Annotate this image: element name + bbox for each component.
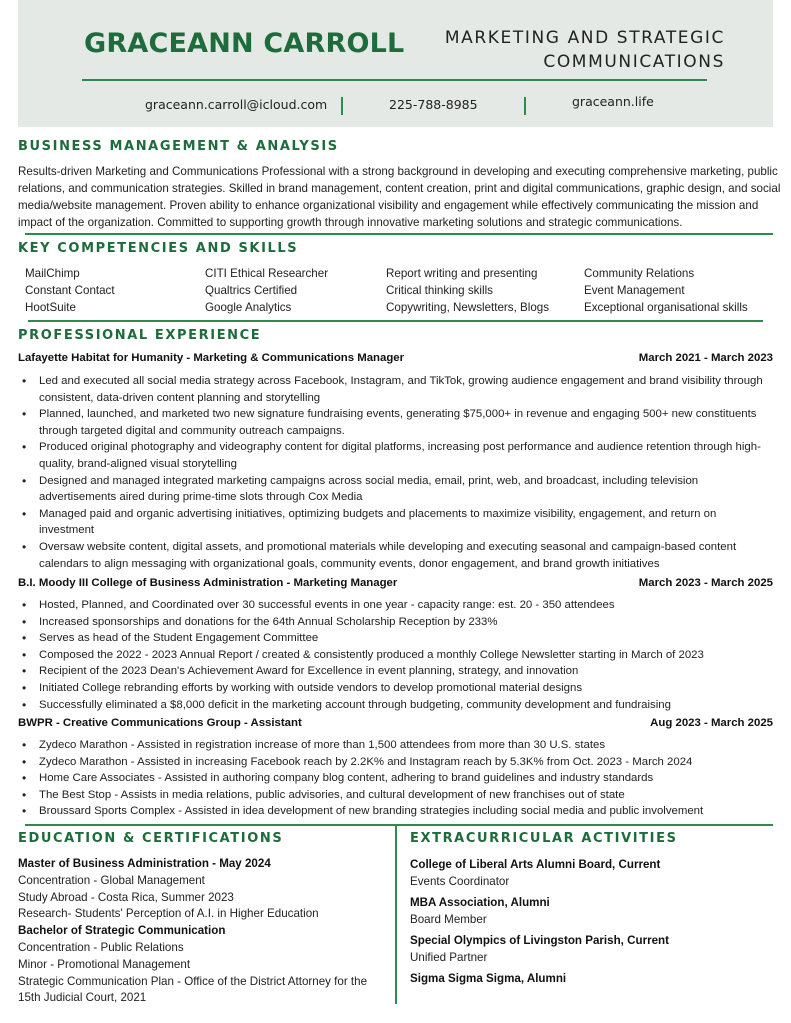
extracurricular-heading: EXTRACURRICULAR ACTIVITIES	[410, 831, 678, 846]
education-detail: Research- Students' Perception of A.I. in Higher Education	[18, 907, 319, 921]
column-divider	[395, 824, 397, 1004]
activity-org: Sigma Sigma Sigma, Alumni	[410, 972, 567, 985]
skill-item: Report writing and presenting	[386, 267, 538, 280]
skills-column	[386, 265, 549, 316]
bullet-item: • Zydeco Marathon - Assisted in registration increase of more than 1,500 attendees from more than 30 U.S. states	[20, 737, 765, 754]
education-detail: Concentration - Public Relations	[18, 940, 184, 954]
bullet-item: • Planned, launched, and marketed two new signature fundraising events, generating $75,000+ in revenue and engaging 500+ new constituents through targeted digital and community outreach campaigns.	[20, 406, 765, 439]
education-detail: Concentration - Global Management	[18, 873, 205, 887]
skill-item: MailChimp	[25, 267, 80, 280]
skills-column	[205, 265, 328, 316]
skills-column	[25, 265, 115, 316]
skill-item: Community Relations	[584, 267, 695, 280]
bullet-item: • Broussard Sports Complex - Assisted in idea development of new branding strategies including social media and public involvement	[20, 803, 765, 820]
activity-org: Special Olympics of Livingston Parish, Current	[410, 934, 669, 947]
education-detail: Study Abroad - Costa Rica, Summer 2023	[18, 890, 234, 904]
section-divider	[25, 233, 773, 235]
degree-title: Master of Business Administration - May 2024	[18, 857, 271, 870]
contact-separator	[341, 97, 343, 115]
education-heading: EDUCATION & CERTIFICATIONS	[18, 831, 284, 846]
job-title-company: B.I. Moody III College of Business Administration - Marketing Manager	[18, 577, 398, 589]
skill-item: Event Management	[584, 284, 685, 297]
skills-column	[584, 265, 748, 316]
job-title	[445, 26, 725, 74]
job-dates: March 2023 - March 2025	[638, 577, 773, 589]
job-bullets	[20, 597, 765, 713]
bullet-item: • Produced original photography and videography content for digital platforms, increasing post performance and audience retention through high-quality, brand-aligned visual storytelling	[20, 439, 765, 472]
bullet-item: • Home Care Associates - Assisted in authoring company blog content, adhering to brand guidelines and industry standards	[20, 770, 765, 787]
job-title-line-1: MARKETING AND STRATEGIC	[444, 28, 725, 48]
bullet-item: • Initiated College rebranding efforts by working with outside vendors to develop promotional material designs	[20, 680, 765, 697]
job-dates: Aug 2023 - March 2025	[650, 717, 773, 729]
extracurricular-list	[410, 856, 780, 987]
job-title-line-2: COMMUNICATIONS	[543, 52, 725, 72]
job-heading	[18, 577, 773, 589]
contact-phone[interactable]: 225-788-8985	[389, 97, 478, 112]
summary-heading: BUSINESS MANAGEMENT & ANALYSIS	[18, 139, 339, 154]
activity-org: College of Liberal Arts Alumni Board, Current	[410, 858, 661, 871]
skill-item: Constant Contact	[25, 284, 115, 297]
experience-heading: PROFESSIONAL EXPERIENCE	[18, 328, 262, 343]
header-divider	[82, 79, 707, 81]
bullet-item: • Composed the 2022 - 2023 Annual Report / created & consistently produced a monthly College Newsletter starting in March of 2023	[20, 647, 765, 664]
activity-org: MBA Association, Alumni	[410, 896, 550, 909]
skill-item: Copywriting, Newsletters, Blogs	[386, 301, 550, 314]
education-detail: Strategic Communication Plan - Office of the District Attorney for the 15th Judicial Court, 2021	[18, 974, 368, 1005]
bullet-item: • Zydeco Marathon - Assisted in increasing Facebook reach by 2.2K% and Instagram reach by 5.3K% from Oct. 2023 - March 2024	[20, 754, 765, 771]
bullet-item: • Led and executed all social media strategy across Facebook, Instagram, and TikTok, growing audience engagement and brand visibility through consistent, data-driven content planning and storytelling	[20, 373, 765, 406]
skill-item: Exceptional organisational skills	[584, 301, 748, 314]
bullet-item: • Recipient of the 2023 Dean's Achievement Award for Excellence in event planning, strategy, and innovation	[20, 663, 765, 680]
contact-separator	[524, 97, 526, 115]
skill-item: HootSuite	[25, 301, 76, 314]
candidate-name: GRACEANN CARROLL	[84, 28, 405, 59]
bullet-item: • The Best Stop - Assists in media relations, public advisories, and cultural development of new franchises out of state	[20, 787, 765, 804]
job-title-company: Lafayette Habitat for Humanity - Marketing & Communications Manager	[18, 352, 405, 364]
job-bullets	[20, 737, 765, 820]
skill-item: Qualtrics Certified	[205, 284, 298, 297]
job-dates: March 2021 - March 2023	[638, 352, 773, 364]
bullet-item: • Hosted, Planned, and Coordinated over 30 successful events in one year - capacity range: est. 20 - 350 attendees	[20, 597, 765, 614]
resume-header	[18, 0, 773, 127]
degree-title: Bachelor of Strategic Communication	[18, 924, 226, 938]
job-heading	[18, 717, 773, 729]
job-title-company: BWPR - Creative Communications Group - Assistant	[18, 717, 302, 729]
bullet-item: • Oversaw website content, digital assets, and promotional materials while developing and executing seasonal and campaign-based content calendars to align messaging with organizational goals, community events, donor engagement, and brand growth initiatives	[20, 539, 765, 572]
bullet-item: • Managed paid and organic advertising initiatives, optimizing budgets and placements to maximize visibility, engagement, and return on investment	[20, 506, 765, 539]
contact-website[interactable]: graceann.life	[572, 94, 654, 109]
summary-text: Results-driven Marketing and Communications Professional with a strong background in developing and executing comprehensive marketing, public relations, and communication strategies. Skilled in brand management, content creation, print and digital communications, graphic design, and social media/website management. Proven ability to enhance organizational visibility and engagement while effectively communicating the mission and impact of the organization. Committed to supporting growth through innovative marketing solutions and strategic communications.	[18, 165, 781, 229]
skill-item: Critical thinking skills	[386, 284, 493, 297]
contact-email[interactable]: graceann.carroll@icloud.com	[145, 97, 328, 112]
activity-role: Events Coordinator	[410, 875, 510, 888]
section-divider	[28, 320, 763, 322]
job-heading	[18, 352, 773, 364]
section-divider	[25, 824, 773, 826]
activity-role: Unified Partner	[410, 951, 488, 964]
bullet-item: • Designed and managed integrated marketing campaigns across social media, email, print, web, and broadcast, including television advertisements aired during prime-time slots through Cox Media	[20, 473, 765, 506]
job-bullets	[20, 373, 765, 572]
skill-item: CITI Ethical Researcher	[205, 267, 329, 280]
bullet-item: • Serves as head of the Student Engagement Committee	[20, 630, 765, 647]
activity-role: Board Member	[410, 913, 487, 926]
skill-item: Google Analytics	[205, 301, 292, 314]
education-list	[18, 856, 388, 1007]
skills-heading: KEY COMPETENCIES AND SKILLS	[18, 241, 299, 256]
bullet-item: • Successfully eliminated a $8,000 deficit in the marketing account through budgeting, community development and fundraising	[20, 697, 765, 714]
bullet-item: • Increased sponsorships and donations for the 64th Annual Scholarship Reception by 233%	[20, 614, 765, 631]
education-detail: Minor - Promotional Management	[18, 957, 191, 971]
